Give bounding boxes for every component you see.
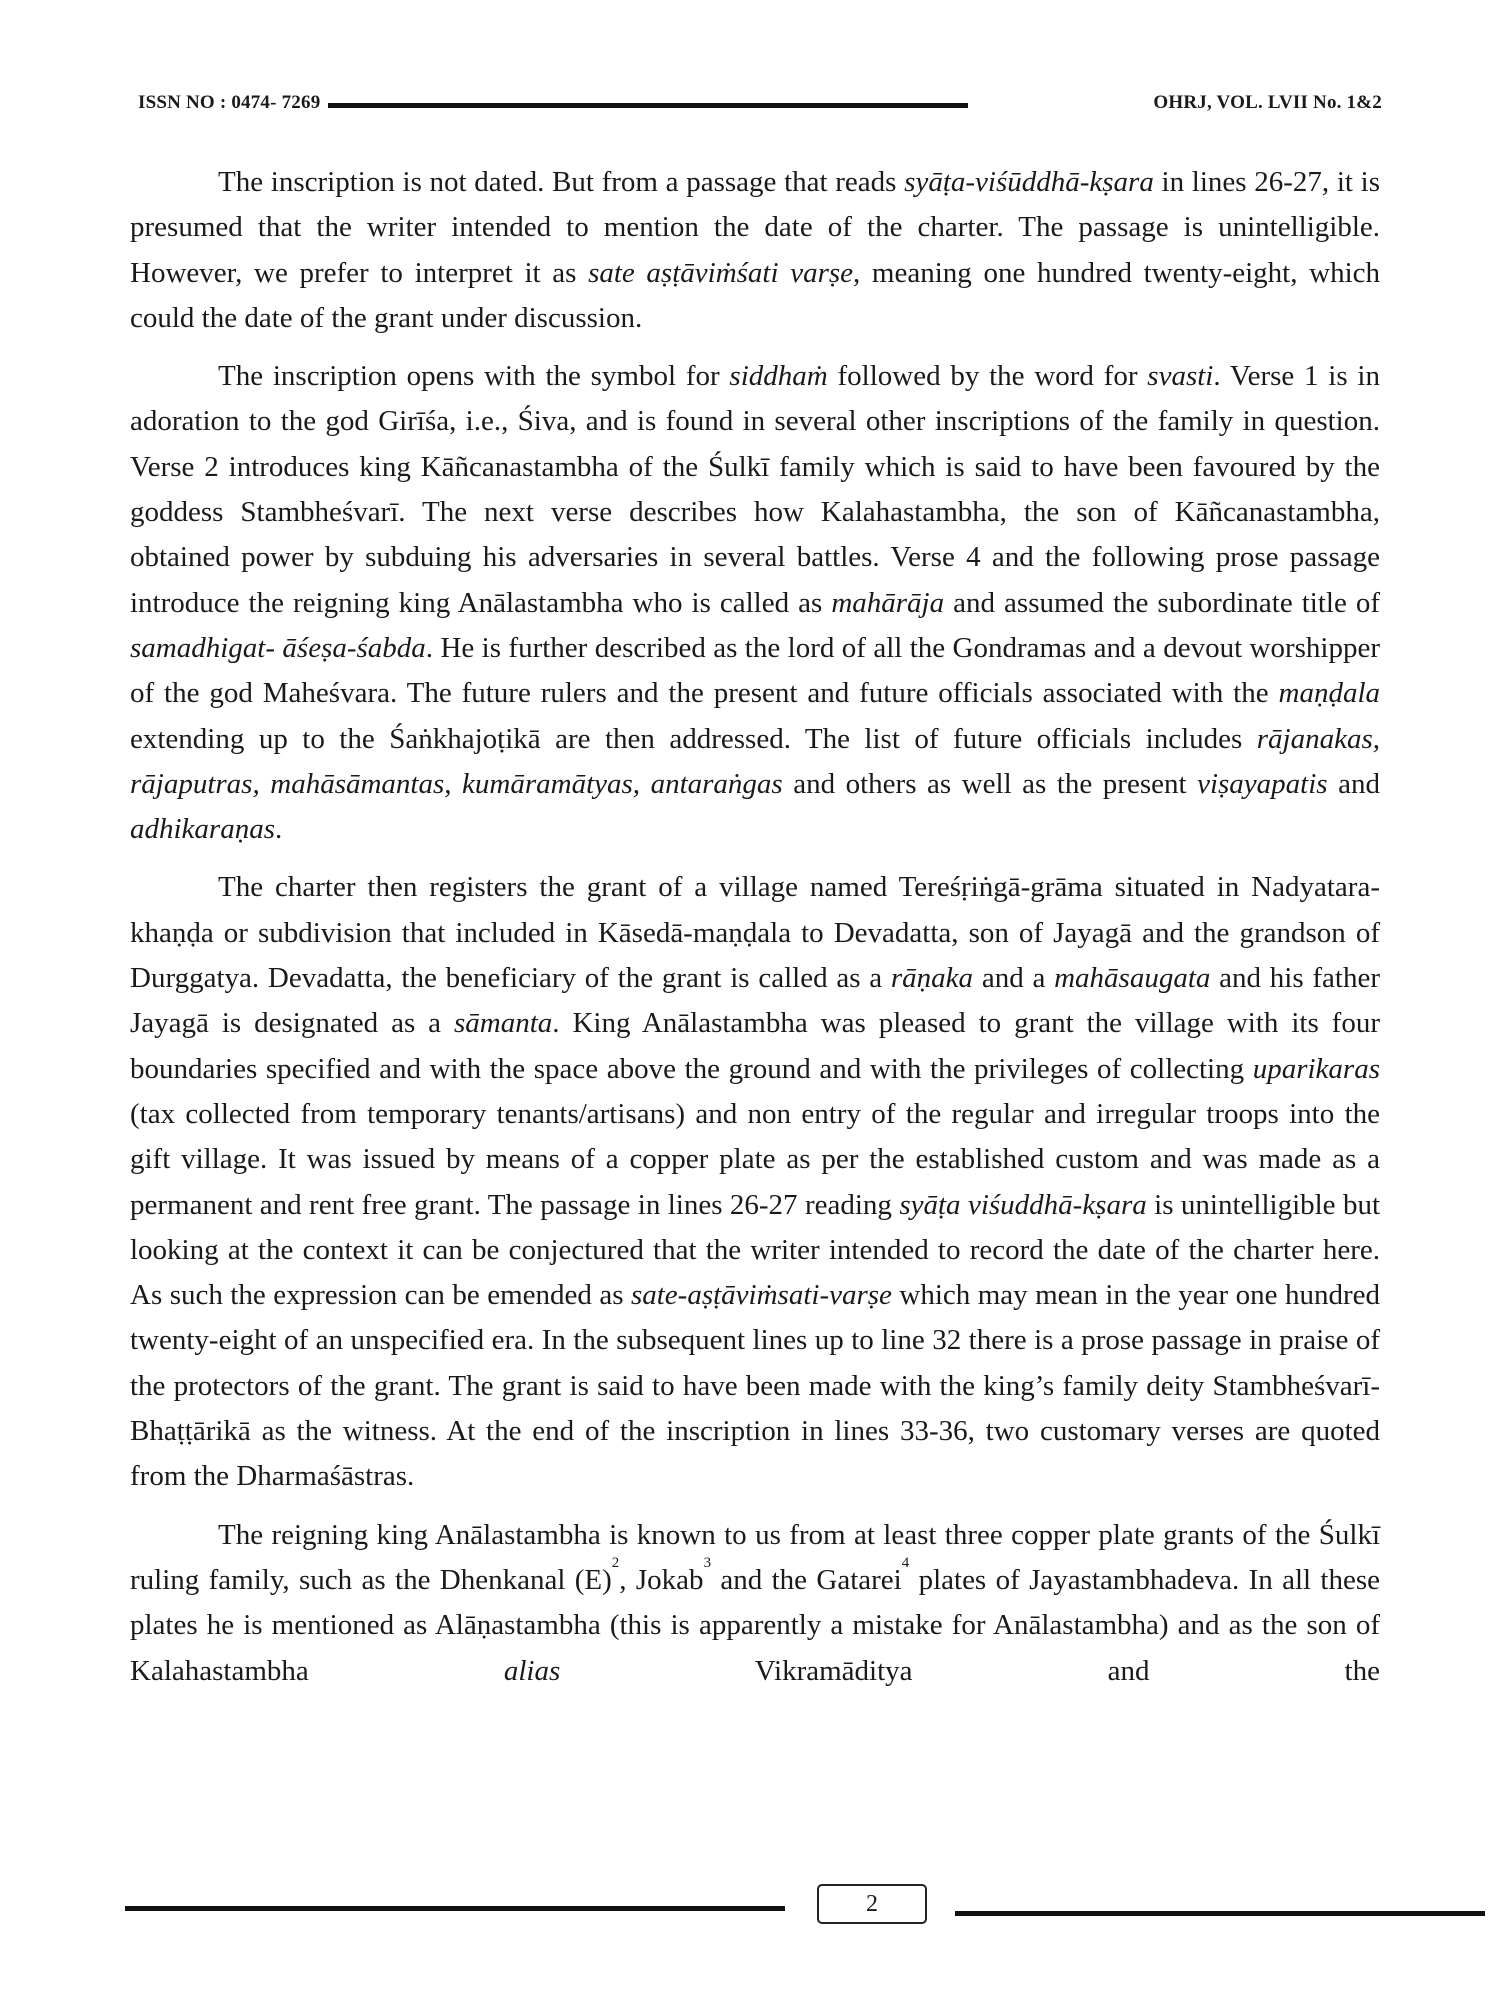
sanskrit-term: mahārāja <box>831 586 945 619</box>
article-body <box>130 160 1380 1707</box>
sanskrit-term: samadhigat- āśeṣa-śabda <box>130 631 426 664</box>
sanskrit-term: maṇḍala <box>1278 677 1380 710</box>
issn-label: ISSN NO : 0474- 7269 <box>138 92 321 113</box>
paragraph: The inscription is not dated. But from a passage that reads syāṭa-viśūddhā-kṣara in lines 26-27, it is presumed that the writer intended to mention the date of the charter. The passage is unintelligible. However, we prefer to interpret it as sate aṣṭāviṁśati varṣe, meaning one hundred twenty-eight, which could the date of the grant under discussion. <box>130 166 1381 334</box>
page-number-box <box>817 1884 927 1924</box>
journal-volume-label: OHRJ, VOL. LVII No. 1&2 <box>1153 92 1382 113</box>
sanskrit-term: syāṭa viśuddhā-kṣara <box>899 1188 1147 1221</box>
paragraph: The reigning king Anālastambha is known to us from at least three copper plate grants of the Śulkī ruling family, such as the Dhenkanal $(E)^2$, Jokab$^3$ and the Gatarei$^4$ plates of Jayastambhadeva. In all these plates he is mentioned as Alāṇastambha (this is apparently a mistake for Anālastambha) and as the son of Kalahastambha alias Vikramāditya and the <box>130 1518 1380 1687</box>
footer-rule-right <box>955 1911 1485 1916</box>
page-footer <box>125 1880 1382 1930</box>
sanskrit-term: sate-aṣṭāviṁsati-varṣe <box>630 1279 892 1312</box>
sanskrit-term: siddhaṁ <box>729 360 828 393</box>
page-number: 2 <box>866 1890 878 1917</box>
sanskrit-term: rājanakas, rājaputras, mahāsāmantas, kumāramātyas, antaraṅgas <box>130 722 1380 800</box>
sanskrit-term: sāmanta <box>454 1007 553 1040</box>
running-header <box>138 88 1382 118</box>
footnote-reference: 3 <box>703 1554 712 1571</box>
paragraph: The inscription opens with the symbol for siddhaṁ followed by the word for svasti. Verse 1 is in adoration to the god Girīśa, i.e., Śiva, and is found in several other inscriptions of the family in question. Verse 2 introduces king Kāñcanastambha of the Śulkī family which is said to have been favoured by the goddess Stambheśvarī. The next verse describes how Kalahastambha, the son of Kāñcanastambha, obtained power by subduing his adversaries in several battles. Verse 4 and the following prose passage introduce the reigning king Anālastambha who is called as mahārāja and assumed the subordinate title of samadhigat- āśeṣa-śabda. He is further described as the lord of all the Gondramas and a devout worshipper of the god Maheśvara. The future rulers and the present and future officials associated with the maṇḍala extending up to the Śaṅkhajoṭikā are then addressed. The list of future officials includes rājanakas, rājaputras, mahāsāmantas, kumāramātyas, antaraṅgas and others as well as the present viṣayapatis and adhikaraṇas. <box>130 360 1380 846</box>
sanskrit-term: uparikaras <box>1252 1052 1380 1085</box>
footnote-reference: 2 <box>611 1554 620 1571</box>
sanskrit-term: viṣayapatis <box>1197 767 1328 800</box>
sanskrit-term: sate aṣṭāviṁśati varṣe <box>588 256 854 289</box>
sanskrit-term: syāṭa-viśūddhā-kṣara <box>904 166 1154 198</box>
sanskrit-term: adhikaraṇas <box>130 813 275 846</box>
sanskrit-term: rāṇaka <box>890 962 974 995</box>
sanskrit-term: svasti <box>1147 360 1214 393</box>
header-rule <box>328 103 968 108</box>
sanskrit-term: mahāsaugata <box>1054 962 1211 995</box>
footnote-reference: 4 <box>901 1554 910 1571</box>
paragraph: The charter then registers the grant of a village named Tereśṛiṅgā-grāma situated in Nadyatara-khaṇḍa or subdivision that included in Kāsedā-maṇḍala to Devadatta, son of Jayagā and the grandson of Durggatya. Devadatta, the beneficiary of the grant is called as a rāṇaka and a mahāsaugata and his father Jayagā is designated as a sāmanta. King Anālastambha was pleased to grant the village with its four boundaries specified and with the space above the ground and with the privileges of collecting uparikaras (tax collected from temporary tenants/artisans) and non entry of the regular and irregular troops into the gift village. It was issued by means of a copper plate as per the established custom and was made as a permanent and rent free grant. The passage in lines 26-27 reading syāṭa viśuddhā-kṣara is unintelligible but looking at the context it can be conjectured that the writer intended to record the date of the charter here. As such the expression can be emended as sate-aṣṭāviṁsati-varṣe which may mean in the year one hundred twenty-eight of an unspecified era. In the subsequent lines up to line 32 there is a prose passage in praise of the protectors of the grant. The grant is said to have been made with the king’s family deity Stambheśvarī-Bhaṭṭārikā as the witness. At the end of the inscription in lines 33-36, two customary verses are quoted from the Dharmaśāstras. <box>130 871 1381 1493</box>
footer-rule-left <box>125 1906 785 1911</box>
sanskrit-term: alias <box>503 1654 561 1687</box>
